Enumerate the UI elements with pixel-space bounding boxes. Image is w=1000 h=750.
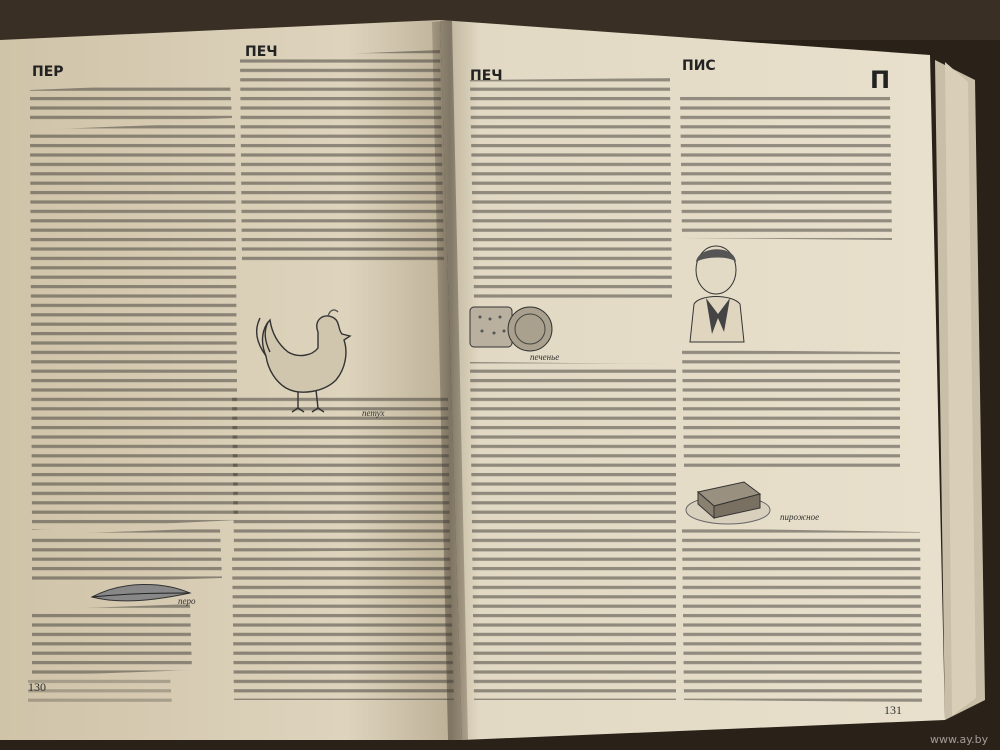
- right-page-number: 131: [884, 703, 902, 717]
- left-page-number: 130: [28, 680, 46, 694]
- feather-caption: перо: [178, 596, 196, 606]
- running-head-left-2: ПЕЧ: [245, 44, 278, 60]
- right-column-2-text: [680, 92, 922, 702]
- watermark: www.ay.by: [930, 733, 989, 746]
- running-head-left-1: ПЕР: [32, 64, 64, 80]
- cookies-illustration: [470, 307, 552, 351]
- right-column-1-text: [470, 78, 676, 700]
- running-head-right-2: ПИС: [682, 58, 716, 74]
- cookies-caption: печенье: [530, 352, 560, 362]
- cake-caption: пирожное: [780, 512, 820, 522]
- section-letter: П: [870, 66, 891, 94]
- running-head-right-1: ПЕЧ: [470, 68, 503, 84]
- rooster-caption: петух: [362, 408, 385, 418]
